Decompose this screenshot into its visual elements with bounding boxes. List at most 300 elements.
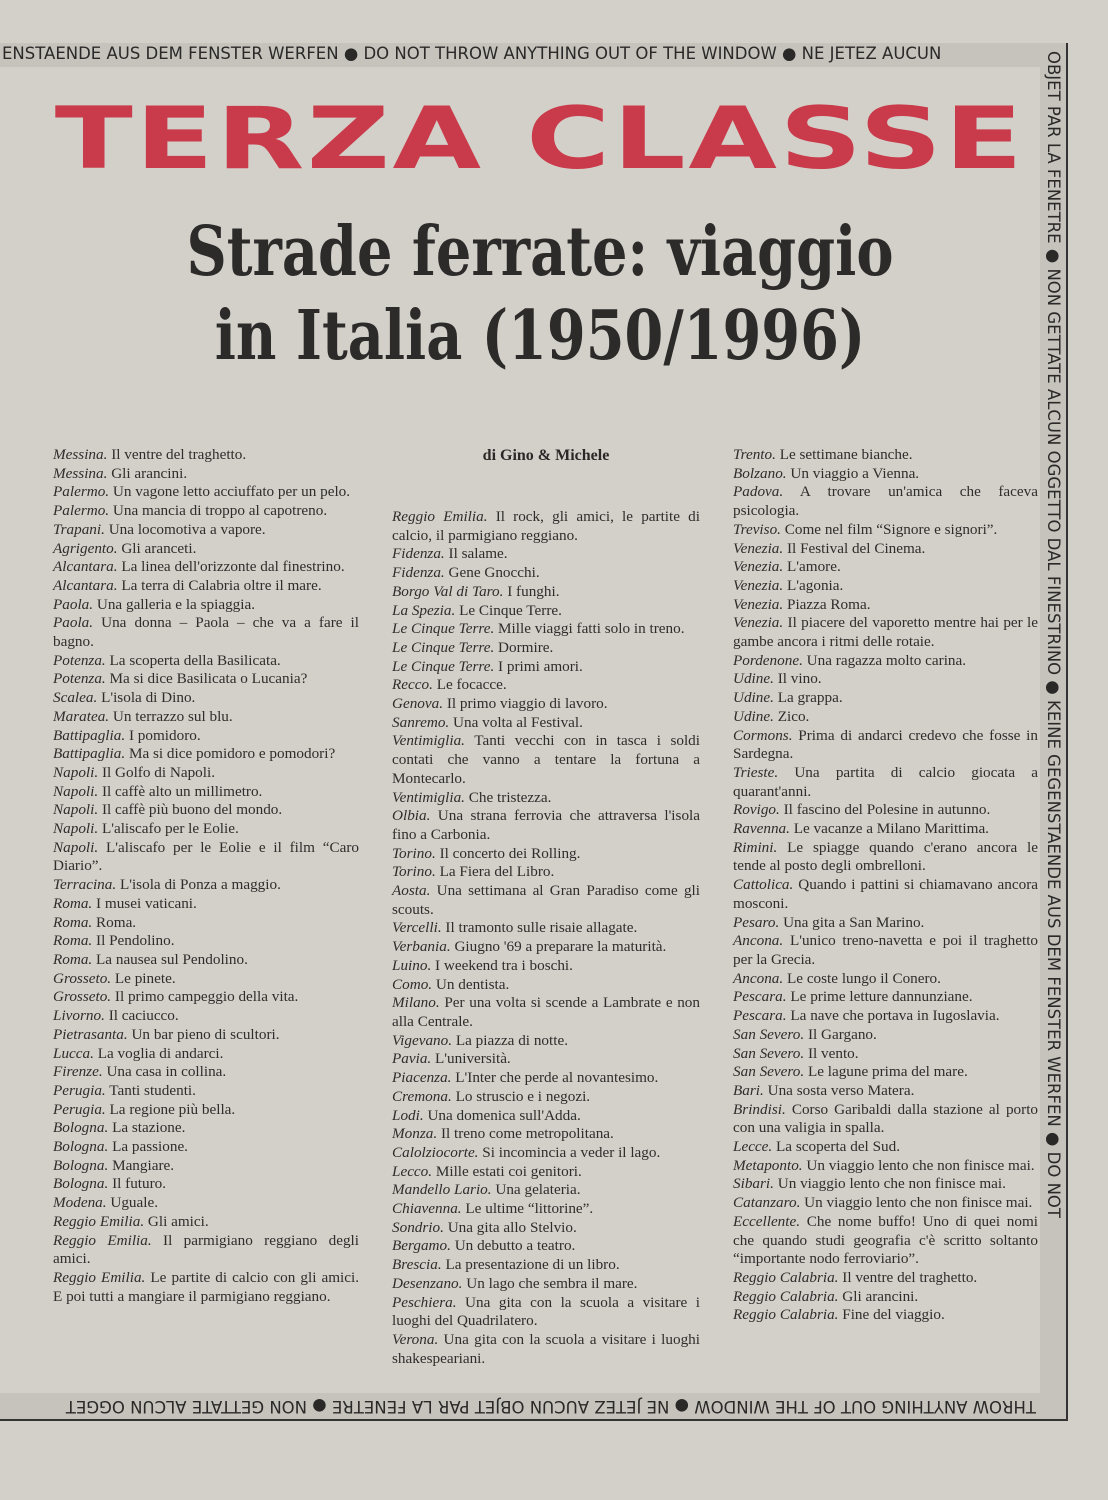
entry <box>392 545 700 564</box>
entry-city: Potenza. <box>53 670 106 688</box>
entry <box>392 639 700 658</box>
entry-city: Messina. <box>53 464 108 482</box>
entry-city: Trento. <box>733 446 776 463</box>
text-column-1 <box>53 446 359 1306</box>
entry <box>53 1082 359 1101</box>
entry <box>733 465 1038 484</box>
entry-text: Una domenica sull'Adda. <box>427 1106 581 1124</box>
entry-text: L'Inter che perde al novantesimo. <box>455 1069 659 1087</box>
entry-city: Cremona. <box>392 1087 452 1105</box>
entry-text: Un dentista. <box>435 975 510 993</box>
entry-text: Una gita con la scuola a visitare i luoghi del Quadrilatero. <box>392 1293 701 1330</box>
entry-text: Il fascino del Polesine in autunno. <box>783 801 991 819</box>
entry-text: Tanti vecchi con in tasca i soldi contati che vanno a tentare la fortuna a Montecarlo. <box>392 732 700 787</box>
entry-city: Desenzano. <box>392 1274 463 1292</box>
entry <box>392 1275 700 1294</box>
entry-city: Venezia. <box>733 558 784 576</box>
entry-text: Il rock, gli amici, le partite di calcio, il parmigiano reggiano. <box>392 508 700 544</box>
entry-text: I funghi. <box>507 582 560 600</box>
entry-city: Fidenza. <box>392 545 445 563</box>
entry-text: Il Festival del Cinema. <box>787 539 926 557</box>
entry-city: Terracina. <box>53 876 117 894</box>
entry <box>53 951 359 970</box>
entry <box>392 1088 700 1107</box>
entry-city: Lucca. <box>53 1044 94 1062</box>
entry <box>392 863 700 882</box>
entry-text: L'aliscafo per le Eolie. <box>101 820 239 838</box>
entry-text: La regione più bella. <box>109 1100 236 1118</box>
entry-text: Il caffè alto un millimetro. <box>101 782 263 800</box>
entry-text: La scoperta della Basilicata. <box>109 651 281 669</box>
entry-text: L'unico treno-navetta e poi il traghetto per la Grecia. <box>733 932 1039 968</box>
entry <box>53 1101 359 1120</box>
entry-text: Una casa in collina. <box>106 1063 227 1081</box>
text-column-2 <box>392 508 700 1368</box>
entry <box>392 845 700 864</box>
entry <box>392 1144 700 1163</box>
entry-city: Napoli. <box>53 820 99 838</box>
entry-text: Una gita con la scuola a visitare i luoghi shakespeariani. <box>392 1330 700 1367</box>
entry <box>53 652 359 671</box>
entry-city: Le Cinque Terre. <box>392 620 495 638</box>
entry-text: Mille estati coi genitori. <box>435 1162 582 1180</box>
entry <box>733 1157 1038 1176</box>
entry-text: Gli aranceti. <box>121 539 197 557</box>
entry <box>733 1138 1038 1157</box>
entry <box>392 1050 700 1069</box>
entry-city: Peschiera. <box>392 1293 457 1311</box>
entry-city: Le Cinque Terre. <box>392 657 495 675</box>
entry <box>733 558 1038 577</box>
entry <box>53 540 359 559</box>
entry-city: Perugia. <box>53 1100 106 1118</box>
entry-city: Vigevano. <box>392 1031 453 1049</box>
entry <box>392 1200 700 1219</box>
entry-text: Le coste lungo il Conero. <box>787 969 941 987</box>
entry <box>733 876 1038 913</box>
entry-city: Pavia. <box>392 1050 432 1068</box>
entry <box>392 1331 700 1368</box>
entry <box>53 1194 359 1213</box>
entry-city: Grosseto. <box>53 988 112 1006</box>
entry <box>392 1256 700 1275</box>
entry <box>733 1007 1038 1026</box>
entry <box>733 1045 1038 1064</box>
entry-text: Una gita allo Stelvio. <box>447 1218 577 1236</box>
entry <box>53 577 359 596</box>
entry-text: Il Golfo di Napoli. <box>101 763 215 781</box>
entry-city: Potenza. <box>53 651 106 669</box>
entry-city: Lecco. <box>392 1162 433 1180</box>
entry-text: La nave che portava in Iugoslavia. <box>790 1007 1000 1025</box>
entry-text: Zico. <box>777 707 810 725</box>
entry-city: Pescara. <box>733 1007 787 1025</box>
article-title-line2: in Italia (1950/1996) <box>214 296 866 376</box>
entry <box>733 727 1038 764</box>
entry <box>53 820 359 839</box>
entry-city: Sibari. <box>733 1175 774 1193</box>
entry-text: La passione. <box>112 1138 188 1156</box>
entry-city: Fidenza. <box>392 564 445 582</box>
entry-city: Padova. <box>733 483 784 501</box>
entry-text: La scoperta del Sud. <box>776 1138 901 1156</box>
entry <box>53 558 359 577</box>
entry-text: I pomidoro. <box>128 726 201 744</box>
entry <box>53 465 359 484</box>
entry <box>53 988 359 1007</box>
entry <box>53 502 359 521</box>
entry-city: Reggio Calabria. <box>733 1287 839 1305</box>
section-headline: TERZA CLASSE <box>54 89 1026 189</box>
entry-city: Paola. <box>53 595 94 613</box>
entry-text: Il piacere del vaporetto mentre hai per le gambe ancora i ritmi delle rotaie. <box>733 614 1039 651</box>
entry <box>733 1306 1038 1325</box>
warning-band-right <box>1040 43 1066 1419</box>
entry <box>392 1219 700 1238</box>
entry <box>392 1181 700 1200</box>
entry-city: Brescia. <box>392 1256 442 1274</box>
entry <box>53 1269 359 1306</box>
entry-city: Ravenna. <box>733 820 790 838</box>
entry <box>733 839 1038 876</box>
entry-text: Il treno come metropolitana. <box>440 1125 614 1143</box>
entry-text: Un viaggio lento che non finisce mai. <box>806 1156 1035 1174</box>
entry <box>733 708 1038 727</box>
entry-city: Verona. <box>392 1330 439 1348</box>
entry <box>733 1175 1038 1194</box>
entry-city: Ancona. <box>733 969 784 987</box>
entry-text: L'amore. <box>787 558 841 576</box>
entry-city: Luino. <box>392 956 432 974</box>
entry-text: Fine del viaggio. <box>842 1306 945 1324</box>
entry-city: La Spezia. <box>392 601 456 619</box>
entry <box>392 789 700 808</box>
frame-line-right <box>1066 43 1068 1419</box>
entry-city: Reggio Emilia. <box>53 1231 152 1249</box>
entry <box>392 882 700 919</box>
entry <box>392 1163 700 1182</box>
entry-city: Bologna. <box>53 1138 109 1156</box>
entry-text: Una galleria e la spiaggia. <box>96 595 256 613</box>
entry-city: Trapani. <box>53 520 105 538</box>
entry-text: I weekend tra i boschi. <box>435 956 573 974</box>
warning-band-right-text: OBJET PAR LA FENETRE ● NON GETTATE ALCUN OGGETTO DAL FINESTRINO ● KEINE GEGENSTAENDE AUS DEM FENSTER WERFEN ● DO NOT <box>1044 51 1063 1218</box>
entry <box>392 807 700 844</box>
entry <box>53 914 359 933</box>
entry-text: Il vino. <box>777 670 822 688</box>
entry-city: Bologna. <box>53 1175 109 1193</box>
entry-text: L'isola di Ponza a maggio. <box>119 876 281 894</box>
entry <box>53 689 359 708</box>
entry-text: Le vacanze a Milano Marittima. <box>793 820 989 838</box>
entry-text: A trovare un'amica che faceva psicologia. <box>733 483 1038 520</box>
entry-text: I musei vaticani. <box>96 894 197 912</box>
entry <box>392 620 700 639</box>
entry-text: Una mancia di troppo al capotreno. <box>112 502 328 520</box>
entry-city: Paola. <box>53 614 94 632</box>
entry <box>53 876 359 895</box>
entry <box>392 1237 700 1256</box>
entry <box>733 521 1038 540</box>
entry <box>733 614 1038 651</box>
entry-text: La terra di Calabria oltre il mare. <box>121 576 322 594</box>
entry-city: Alcantara. <box>53 576 118 594</box>
entry-text: Il Pendolino. <box>96 932 175 950</box>
entry-city: Torino. <box>392 863 436 881</box>
entry <box>53 895 359 914</box>
entry-city: Messina. <box>53 446 108 463</box>
entry-city: Venezia. <box>733 614 784 632</box>
entry-city: Ventimiglia. <box>392 788 465 806</box>
entry-text: Mille viaggi fatti solo in treno. <box>498 620 685 638</box>
entry-text: Lo struscio e i negozi. <box>455 1087 591 1105</box>
entry-city: Le Cinque Terre. <box>392 638 495 656</box>
entry-city: Napoli. <box>53 763 99 781</box>
entry-city: Venezia. <box>733 595 784 613</box>
entry-city: Bergamo. <box>392 1237 451 1255</box>
entry-text: Corso Garibaldi dalla stazione al porto con una valigia in spalla. <box>733 1100 1039 1137</box>
entry-text: La Fiera del Libro. <box>439 863 555 881</box>
entry <box>53 1026 359 1045</box>
entry-city: Sondrio. <box>392 1218 444 1236</box>
entry-text: Un viaggio lento che non finisce mai. <box>777 1175 1006 1193</box>
entry-city: Alcantara. <box>53 558 118 576</box>
entry-text: La voglia di andarci. <box>97 1044 224 1062</box>
entry-city: Chiavenna. <box>392 1200 462 1218</box>
entry-text: Il parmigiano reggiano degli amici. <box>53 1231 359 1268</box>
entry <box>53 1213 359 1232</box>
entry <box>53 764 359 783</box>
entry <box>53 745 359 764</box>
byline: di Gino & Michele <box>482 447 610 464</box>
entry-city: Torino. <box>392 844 436 862</box>
entry-text: Il caciucco. <box>108 1007 179 1025</box>
entry-text: Una sosta verso Matera. <box>767 1081 915 1099</box>
entry-text: L'agonia. <box>787 576 844 594</box>
entry-text: Una donna – Paola – che va a fare il bagno. <box>53 614 359 651</box>
entry-text: Una locomotiva a vapore. <box>108 520 266 538</box>
entry <box>733 1194 1038 1213</box>
entry-city: Agrigento. <box>53 539 118 557</box>
entry <box>53 596 359 615</box>
entry-city: Bologna. <box>53 1119 109 1137</box>
entry <box>392 732 700 788</box>
entry-text: La linea dell'orizzonte dal finestrino. <box>121 558 345 576</box>
entry-text: Il primo viaggio di lavoro. <box>446 695 608 713</box>
entry-city: Battipaglia. <box>53 726 126 744</box>
entry-text: Gli arancini. <box>111 464 188 482</box>
entry-city: Reggio Calabria. <box>733 1268 839 1286</box>
entry-city: Battipaglia. <box>53 745 126 763</box>
entry-city: Pescara. <box>733 988 787 1006</box>
entry <box>392 583 700 602</box>
entry-city: Lodi. <box>392 1106 424 1124</box>
entry-text: Le prime letture dannunziane. <box>790 988 973 1006</box>
entry-text: Tanti studenti. <box>109 1081 196 1099</box>
entry-text: Gli amici. <box>147 1212 209 1230</box>
entry <box>53 839 359 876</box>
entry-text: Una gelateria. <box>495 1181 581 1199</box>
entry-text: Un viaggio lento che non finisce mai. <box>804 1194 1033 1212</box>
entry <box>53 783 359 802</box>
entry-text: Un vagone letto acciuffato per un pelo. <box>112 483 351 501</box>
entry-city: Mandello Lario. <box>392 1181 492 1199</box>
entry-city: Livorno. <box>53 1007 105 1025</box>
frame-line-bottom <box>0 1419 1068 1421</box>
entry-text: L'aliscafo per le Eolie e il film “Caro Diario”. <box>53 838 359 875</box>
entry-city: Ventimiglia. <box>392 732 465 750</box>
entry <box>392 1107 700 1126</box>
entry-city: Palermo. <box>53 502 110 520</box>
entry-text: Il futuro. <box>112 1175 167 1193</box>
entry <box>392 508 700 545</box>
entry <box>733 988 1038 1007</box>
entry-city: Bari. <box>733 1081 764 1099</box>
entry-city: Reggio Emilia. <box>53 1268 146 1286</box>
entry-city: Maratea. <box>53 707 110 725</box>
entry-city: Genova. <box>392 695 444 713</box>
entry <box>733 1269 1038 1288</box>
entry <box>733 1213 1038 1269</box>
text-column-3 <box>733 446 1038 1325</box>
entry-city: Treviso. <box>733 520 781 538</box>
entry-text: Una ragazza molto carina. <box>806 651 967 669</box>
entry <box>392 994 700 1031</box>
entry-text: Il tramonto sulle risaie allagate. <box>445 919 638 937</box>
entry-text: Una gita a San Marino. <box>783 913 925 931</box>
entry <box>392 564 700 583</box>
entry <box>392 976 700 995</box>
entry-city: Catanzaro. <box>733 1194 801 1212</box>
entry <box>733 670 1038 689</box>
entry <box>53 727 359 746</box>
entry-city: Rimini. <box>733 838 778 856</box>
entry-text: Le settimane bianche. <box>779 446 913 463</box>
entry <box>733 689 1038 708</box>
entry-city: Roma. <box>53 932 93 950</box>
entry-text: Un lago che sembra il mare. <box>466 1274 638 1292</box>
entry <box>53 1157 359 1176</box>
entry <box>392 957 700 976</box>
entry-city: Cattolica. <box>733 876 794 894</box>
entry <box>53 483 359 502</box>
entry-text: Il caffè più buono del mondo. <box>101 801 283 819</box>
entry <box>53 1175 359 1194</box>
entry-text: Il primo campeggio della vita. <box>114 988 299 1006</box>
entry <box>392 602 700 621</box>
entry-text: Gli arancini. <box>842 1287 919 1305</box>
entry <box>53 1007 359 1026</box>
entry <box>53 1232 359 1269</box>
entry-city: Calolziocorte. <box>392 1143 479 1161</box>
entry <box>733 446 1038 465</box>
entry-city: Piacenza. <box>392 1069 452 1087</box>
entry-text: L'università. <box>435 1050 511 1068</box>
entry <box>53 1045 359 1064</box>
entry-text: Dormire. <box>498 638 554 656</box>
entry-city: Reggio Emilia. <box>392 508 488 525</box>
entry-city: Verbania. <box>392 938 451 956</box>
entry-text: Una partita di calcio giocata a quarant'anni. <box>733 763 1038 800</box>
warning-band-bottom: THROW ANYTHING OUT OF THE WINDOW ● NE JETEZ AUCUN OBJET PAR LA FENETRE ● NON GETTATE ALCUN OGGET <box>0 1393 1042 1419</box>
entry-city: Milano. <box>392 994 440 1012</box>
entry-text: Il Gargano. <box>807 1025 877 1043</box>
entry-city: Aosta. <box>392 882 431 900</box>
entry-city: Napoli. <box>53 801 99 819</box>
entry-city: Roma. <box>53 950 93 968</box>
article-title-line1: Strade ferrate: viaggio <box>186 212 894 292</box>
entry-city: Pordenone. <box>733 651 803 669</box>
entry-city: Rovigo. <box>733 801 780 819</box>
entry-text: Il salame. <box>448 545 508 563</box>
entry-city: Venezia. <box>733 539 784 557</box>
entry-city: Palermo. <box>53 483 110 501</box>
entry-city: Scalea. <box>53 689 98 707</box>
entry <box>392 1294 700 1331</box>
entry-city: Borgo Val di Taro. <box>392 582 504 600</box>
entry <box>733 764 1038 801</box>
entry <box>53 801 359 820</box>
entry-city: Firenze. <box>53 1063 103 1081</box>
entry-city: Vercelli. <box>392 919 442 937</box>
entry-text: Quando i pattini si chiamavano ancora mosconi. <box>733 876 1038 912</box>
entry-text: Per una volta si scende a Lambrate e non alla Centrale. <box>392 994 700 1030</box>
entry <box>392 658 700 677</box>
entry-city: Roma. <box>53 913 93 931</box>
entry-city: Lecce. <box>733 1138 773 1156</box>
entry-city: Napoli. <box>53 838 99 856</box>
entry-text: Uguale. <box>110 1194 159 1212</box>
entry <box>733 932 1038 969</box>
entry <box>392 919 700 938</box>
entry-city: Bologna. <box>53 1156 109 1174</box>
entry-text: Il ventre del traghetto. <box>111 446 247 463</box>
entry-text: Ma si dice Basilicata o Lucania? <box>109 670 308 688</box>
entry-city: Udine. <box>733 670 774 688</box>
entry-text: Le lagune prima del mare. <box>807 1063 968 1081</box>
entry-city: Brindisi. <box>733 1100 786 1118</box>
entry-text: La nausea sul Pendolino. <box>96 950 248 968</box>
entry <box>53 708 359 727</box>
entry-text: La piazza di notte. <box>455 1031 568 1049</box>
entry-city: Roma. <box>53 894 93 912</box>
entry-text: Gene Gnocchi. <box>448 564 540 582</box>
entry-text: La stazione. <box>112 1119 186 1137</box>
entry-text: Piazza Roma. <box>787 595 871 613</box>
entry <box>733 652 1038 671</box>
entry-city: Modena. <box>53 1194 107 1212</box>
entry <box>733 1063 1038 1082</box>
entry-text: Le partite di calcio con gli amici. E poi tutti a mangiare il parmigiano reggiano. <box>53 1268 360 1305</box>
entry <box>392 714 700 733</box>
entry <box>53 970 359 989</box>
entry-text: La grappa. <box>777 689 843 707</box>
entry-city: San Severo. <box>733 1025 805 1043</box>
entry-text: La presentazione di un libro. <box>445 1256 620 1274</box>
entry <box>392 695 700 714</box>
entry <box>733 970 1038 989</box>
entry-city: Pesaro. <box>733 913 780 931</box>
entry-city: Udine. <box>733 689 774 707</box>
entry-text: Si incomincia a veder il lago. <box>482 1143 661 1161</box>
entry <box>392 938 700 957</box>
entry <box>733 483 1038 520</box>
entry-text: Un debutto a teatro. <box>454 1237 576 1255</box>
entry-text: Un viaggio a Vienna. <box>790 464 920 482</box>
entry-city: San Severo. <box>733 1063 805 1081</box>
entry <box>733 577 1038 596</box>
entry-city: Monza. <box>392 1125 438 1143</box>
